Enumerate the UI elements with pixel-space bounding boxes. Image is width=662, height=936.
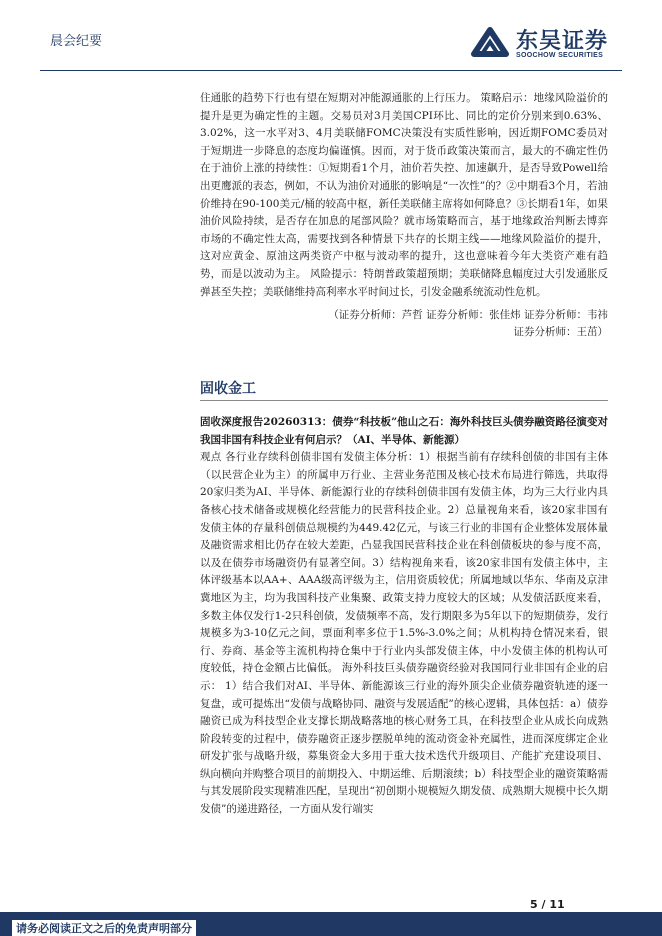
disclaimer-text: 请务必阅读正文之后的免责声明部分 (12, 920, 196, 936)
analyst-credits (200, 307, 608, 341)
analyst-line-1: （证券分析师：芦哲 证券分析师：张佳炜 证券分析师：韦祎 (328, 309, 608, 322)
report-block (200, 414, 608, 819)
report-title: 固收深度报告20260313：债券“科技板”他山之石：海外科技巨头债券融资路径演变对我国非国有科技企业有何启示？（AI、半导体、新能源） (200, 416, 608, 446)
logo-mark-icon (470, 24, 510, 64)
strategy-paragraph: 住通胀的趋势下行也有望在短期对冲能源通胀的上行压力。 策略启示：地缘风险溢价的提升是更为确定性的主题。交易员对3月美国CPI环比、同比的定价分别来到0.63%、3.02%，这一水平对3、4月美联储FOMC决策没有实质性影响，因近期FOMC委员对于短期进一步降息的态度均偏谨慎。因而，对于货币政策决策而言，最大的不确定性仍在于油价上涨的持续性：①短期看1个月，油价若失控、加速飙升，是否导致Powell给出更鹰派的表态，例如，不认为油价对通胀的影响是“一次性”的？②中期看3个月，若油价维持在90-100美元/桶的较高中枢，新任美联储主席将如何降息？③长期看1年，如果油价风险持续，是否存在加息的尾部风险？就市场策略而言，基于地缘政治判断去博弈市场的不确定性太高，需要找到各种情景下共存的长期主线——地缘风险溢价的提升，这对应黄金、原油这两类资产中枢与波动率的提升，这也意味着今年大类资产难有趋势，而是以波动为主。 风险提示：特朗普政策超预期；美联储降息幅度过大引发通胀反弹甚至失控；美联储维持高利率水平时间过长，引发金融系统流动性危机。 (200, 92, 608, 298)
strategy-text-block (200, 90, 608, 341)
logo-chinese-name: 东吴证券 (516, 29, 609, 54)
report-paragraph: 观点 各行业存续科创债非国有发债主体分析：1）根据当前有存续科创债的非国有主体（以民营企业为主）的所属申万行业、主营业务范围及核心技术布局进行筛选，共取得20家归类为AI、半导体、新能源行业的存续科创债非国有发债主体，均为三大行业内具备核心技术储备或规模化经营能力的民营科技企业。2）总量视角来看，该20家非国有发债主体的存量科创债总规模约为449.42亿元，与该三行业的非国有企业整体发展体量及融资需求相比仍存在较大差距，凸显我国民营科技企业在科创债板块的参与度不高，以及在债券市场融资仍有显著空间。3）结构视角来看，该20家非国有发债主体中，主体评级基本以AA+、AAA级高评级为主，信用资质较优；所属地域以华东、华南及京津冀地区为主，均为我国科技产业集聚、政策支持力度较大的区域；从发债活跃度来看，多数主体仅发行1-2只科创债，发债频率不高，发行期限多为5年以下的短期债券，发行规模多为3-10亿元之间，票面利率多位于1.5%-3.0%之间；从机构持仓情况来看，银行、券商、基金等主流机构持仓集中于行业内头部发债主体，中小发债主体的机构认可度较低，持仓金额占比偏低。 海外科技巨头债券融资经验对我国同行业非国有企业的启示： 1）结合我们对AI、半导体、新能源该三行业的海外顶尖企业债券融资轨迹的逐一复盘，或可提炼出“发债与战略协同、融资与发展适配”的核心逻辑，具体包括：a）债券融资已成为科技型企业支撑长期战略落地的核心财务工具，在科技型企业从成长向成熟阶段转变的过程中，债券融资正逐步摆脱单纯的流动资金补充属性，进而深度绑定企业研发扩张与战略升级，募集资金大多用于重大技术迭代升级项目、产能扩充建设项目、纵向横向并购整合项目的前期投入、中期运维、后期滚续；b）科技型企业的融资策略需与其发展阶段实现精准匹配，呈现出“初创期小规模短久期发债、成熟期大规模中长久期发债”的递进路径，一方面从发行端实 (200, 451, 608, 816)
logo-english-name: SOOCHOW SECURITIES (516, 52, 604, 59)
company-logo (470, 24, 620, 64)
section-divider (200, 400, 608, 401)
section-title: 固收金工 (200, 381, 256, 397)
page-number: 5 / 11 (530, 898, 565, 911)
header-divider (40, 70, 622, 71)
header-section-label: 晨会纪要 (50, 34, 103, 49)
analyst-line-2: 证券分析师：王茁） (513, 326, 608, 339)
